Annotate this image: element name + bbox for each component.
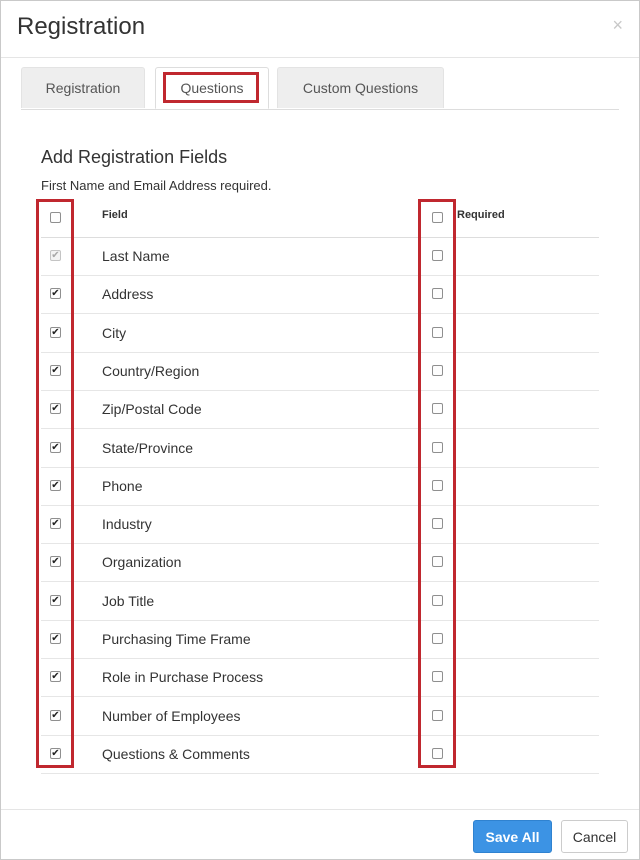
include-field-checkbox[interactable]: ✔ [51,365,60,376]
table-row [41,543,599,582]
table-row [41,314,599,353]
field-label: City [102,325,127,341]
table-row [41,658,599,697]
required-column-highlight [418,199,456,768]
field-label: Number of Employees [102,708,241,724]
table-row [41,352,599,391]
table-row [41,582,599,621]
field-label: Purchasing Time Frame [102,631,251,647]
table-row [41,467,599,506]
cancel-button[interactable]: Cancel [561,820,628,853]
field-column-header: Field [102,209,128,221]
include-field-checkbox[interactable]: ✔ [51,710,60,721]
include-field-checkbox[interactable]: ✔ [51,288,60,299]
field-label: Zip/Postal Code [102,401,202,417]
field-label: Address [102,286,154,302]
table-row [41,275,599,314]
tab-custom-questions[interactable]: Custom Questions [277,67,444,108]
include-field-checkbox[interactable]: ✔ [51,518,60,529]
field-label: Country/Region [102,363,200,379]
table-row [41,390,599,429]
table-row [41,735,599,774]
include-field-checkbox[interactable]: ✔ [51,556,60,567]
close-icon[interactable]: × [612,15,623,35]
include-field-checkbox[interactable]: ✔ [51,327,60,338]
table-row [41,620,599,659]
field-label: Phone [102,478,143,494]
include-field-checkbox: ✔ [51,250,60,261]
field-label: Job Title [102,593,155,609]
include-field-checkbox[interactable]: ✔ [51,633,60,644]
questions-tab-highlight [163,72,259,103]
field-label: Questions & Comments [102,746,250,762]
include-field-checkbox[interactable]: ✔ [51,403,60,414]
dialog-header [1,1,639,58]
field-label: Last Name [102,248,170,264]
include-field-checkbox[interactable]: ✔ [51,442,60,453]
section-title: Add Registration Fields [41,147,228,167]
field-label: State/Province [102,440,194,456]
save-all-button[interactable]: Save All [473,820,552,853]
table-row [41,429,599,468]
dialog-footer [1,809,639,860]
tab-registration[interactable]: Registration [21,67,145,108]
table-row [41,237,599,276]
dialog-title: Registration [17,13,146,40]
include-field-checkbox[interactable]: ✔ [51,595,60,606]
section-note: First Name and Email Address required. [41,178,272,193]
table-row [41,505,599,544]
include-field-checkbox[interactable]: ✔ [51,748,60,759]
table-row [41,697,599,736]
table-header-row [41,199,599,238]
field-label: Industry [102,516,152,532]
tab-bar [21,67,619,110]
tab-questions[interactable]: Questions [155,67,269,109]
include-field-checkbox[interactable]: ✔ [51,671,60,682]
field-label: Organization [102,554,182,570]
include-field-checkbox[interactable]: ✔ [51,480,60,491]
required-column-header: Required [457,209,505,221]
include-column-highlight [36,199,74,768]
field-label: Role in Purchase Process [102,669,264,685]
